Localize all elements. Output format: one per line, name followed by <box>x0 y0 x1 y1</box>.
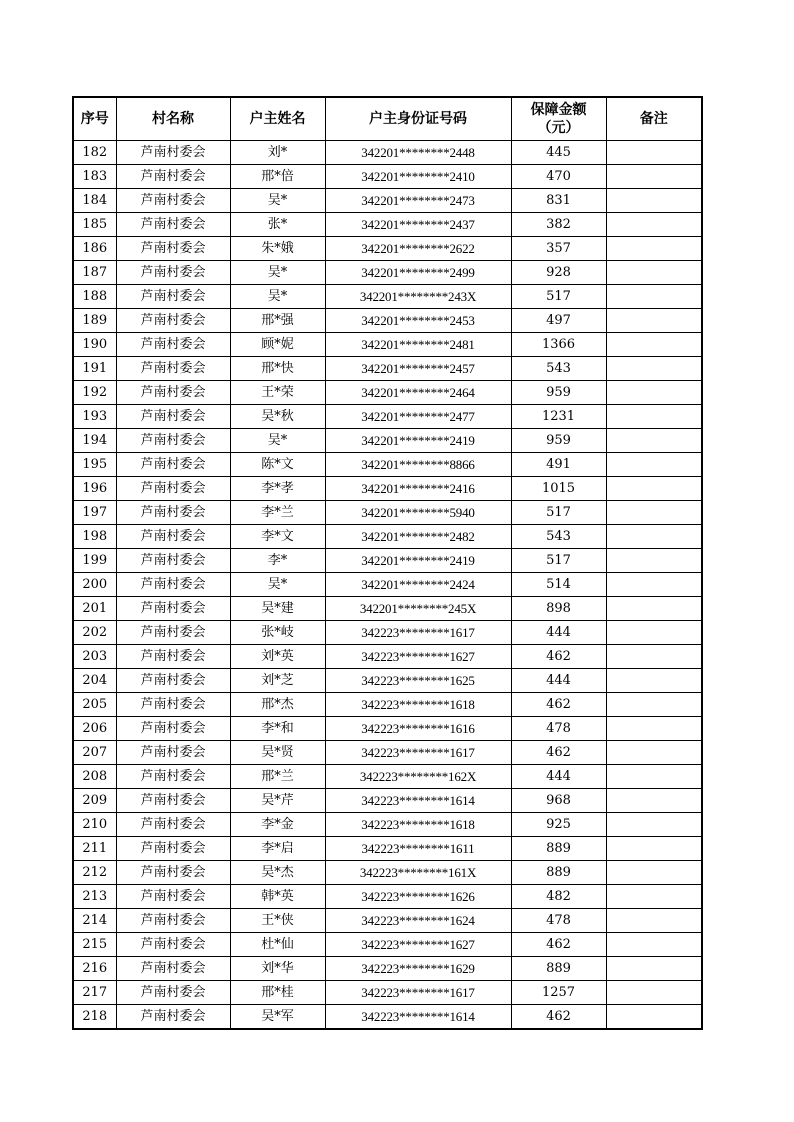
table-row <box>73 813 702 837</box>
header-id-number: 户主身份证号码 <box>325 97 511 141</box>
cell-seq: 204 <box>73 669 116 693</box>
cell-seq: 198 <box>73 525 116 549</box>
cell-amount: 478 <box>511 909 606 933</box>
cell-remarks <box>606 165 702 189</box>
cell-id-number: 342223********1617 <box>325 621 511 645</box>
cell-id-number: 342201********2457 <box>325 357 511 381</box>
cell-village: 芦南村委会 <box>116 597 230 621</box>
table-row <box>73 381 702 405</box>
table-row <box>73 693 702 717</box>
cell-amount: 478 <box>511 717 606 741</box>
cell-remarks <box>606 717 702 741</box>
cell-householder: 王*侠 <box>230 909 325 933</box>
cell-seq: 184 <box>73 189 116 213</box>
header-village: 村名称 <box>116 97 230 141</box>
cell-amount: 831 <box>511 189 606 213</box>
cell-householder: 李*金 <box>230 813 325 837</box>
cell-householder: 陈*文 <box>230 453 325 477</box>
table-row <box>73 213 702 237</box>
cell-remarks <box>606 957 702 981</box>
header-seq: 序号 <box>73 97 116 141</box>
cell-village: 芦南村委会 <box>116 789 230 813</box>
cell-seq: 186 <box>73 237 116 261</box>
cell-householder: 顾*妮 <box>230 333 325 357</box>
cell-id-number: 342201********2453 <box>325 309 511 333</box>
cell-remarks <box>606 909 702 933</box>
cell-amount: 462 <box>511 741 606 765</box>
cell-remarks <box>606 693 702 717</box>
cell-seq: 211 <box>73 837 116 861</box>
table-row <box>73 597 702 621</box>
cell-id-number: 342223********1617 <box>325 741 511 765</box>
cell-id-number: 342201********245X <box>325 597 511 621</box>
cell-remarks <box>606 981 702 1005</box>
cell-seq: 196 <box>73 477 116 501</box>
cell-id-number: 342223********161X <box>325 861 511 885</box>
cell-seq: 195 <box>73 453 116 477</box>
header-amount-line1: 保障金额 <box>530 102 587 118</box>
cell-amount: 543 <box>511 357 606 381</box>
cell-seq: 194 <box>73 429 116 453</box>
cell-amount: 898 <box>511 597 606 621</box>
cell-remarks <box>606 1005 702 1030</box>
cell-seq: 193 <box>73 405 116 429</box>
cell-id-number: 342223********162X <box>325 765 511 789</box>
cell-householder: 韩*英 <box>230 885 325 909</box>
table-row <box>73 525 702 549</box>
cell-householder: 李*启 <box>230 837 325 861</box>
cell-householder: 李*和 <box>230 717 325 741</box>
cell-village: 芦南村委会 <box>116 957 230 981</box>
cell-seq: 201 <box>73 597 116 621</box>
cell-amount: 482 <box>511 885 606 909</box>
cell-id-number: 342201********8866 <box>325 453 511 477</box>
cell-village: 芦南村委会 <box>116 501 230 525</box>
header-row <box>73 97 702 141</box>
cell-amount: 470 <box>511 165 606 189</box>
cell-seq: 188 <box>73 285 116 309</box>
cell-remarks <box>606 525 702 549</box>
cell-amount: 382 <box>511 213 606 237</box>
cell-householder: 吴* <box>230 189 325 213</box>
cell-id-number: 342201********2622 <box>325 237 511 261</box>
table-row <box>73 837 702 861</box>
cell-seq: 218 <box>73 1005 116 1030</box>
cell-amount: 462 <box>511 1005 606 1030</box>
cell-seq: 185 <box>73 213 116 237</box>
table-row <box>73 237 702 261</box>
cell-householder: 刘*华 <box>230 957 325 981</box>
cell-seq: 187 <box>73 261 116 285</box>
cell-householder: 刘*英 <box>230 645 325 669</box>
cell-householder: 邢*快 <box>230 357 325 381</box>
cell-seq: 217 <box>73 981 116 1005</box>
cell-householder: 吴*建 <box>230 597 325 621</box>
cell-village: 芦南村委会 <box>116 669 230 693</box>
table-row <box>73 981 702 1005</box>
cell-village: 芦南村委会 <box>116 885 230 909</box>
cell-village: 芦南村委会 <box>116 621 230 645</box>
cell-id-number: 342201********2482 <box>325 525 511 549</box>
cell-village: 芦南村委会 <box>116 453 230 477</box>
cell-village: 芦南村委会 <box>116 765 230 789</box>
cell-id-number: 342201********2419 <box>325 429 511 453</box>
cell-id-number: 342201********2481 <box>325 333 511 357</box>
cell-id-number: 342201********2464 <box>325 381 511 405</box>
cell-remarks <box>606 381 702 405</box>
cell-householder: 李*孝 <box>230 477 325 501</box>
cell-remarks <box>606 645 702 669</box>
cell-seq: 199 <box>73 549 116 573</box>
table-row <box>73 405 702 429</box>
cell-id-number: 342223********1627 <box>325 645 511 669</box>
header-householder: 户主姓名 <box>230 97 325 141</box>
table-row <box>73 333 702 357</box>
cell-seq: 213 <box>73 885 116 909</box>
cell-seq: 205 <box>73 693 116 717</box>
table-row <box>73 669 702 693</box>
header-amount-line2: （元） <box>537 120 580 136</box>
cell-householder: 李*兰 <box>230 501 325 525</box>
cell-id-number: 342201********5940 <box>325 501 511 525</box>
cell-remarks <box>606 189 702 213</box>
cell-amount: 928 <box>511 261 606 285</box>
cell-id-number: 342223********1624 <box>325 909 511 933</box>
cell-amount: 517 <box>511 501 606 525</box>
cell-seq: 210 <box>73 813 116 837</box>
cell-village: 芦南村委会 <box>116 741 230 765</box>
cell-remarks <box>606 453 702 477</box>
cell-amount: 517 <box>511 285 606 309</box>
cell-remarks <box>606 765 702 789</box>
cell-village: 芦南村委会 <box>116 477 230 501</box>
cell-id-number: 342223********1614 <box>325 1005 511 1030</box>
header-amount <box>511 97 606 141</box>
table-row <box>73 861 702 885</box>
cell-remarks <box>606 237 702 261</box>
cell-householder: 吴*秋 <box>230 405 325 429</box>
cell-village: 芦南村委会 <box>116 981 230 1005</box>
cell-seq: 200 <box>73 573 116 597</box>
cell-village: 芦南村委会 <box>116 1005 230 1030</box>
cell-id-number: 342201********2410 <box>325 165 511 189</box>
table-row <box>73 933 702 957</box>
cell-householder: 吴* <box>230 285 325 309</box>
subsistence-allowance-table <box>72 96 703 1030</box>
cell-amount: 444 <box>511 765 606 789</box>
table-body <box>73 141 702 1030</box>
cell-amount: 462 <box>511 645 606 669</box>
cell-householder: 王*荣 <box>230 381 325 405</box>
table-row <box>73 141 702 165</box>
cell-id-number: 342223********1629 <box>325 957 511 981</box>
cell-seq: 214 <box>73 909 116 933</box>
table-row <box>73 189 702 213</box>
cell-village: 芦南村委会 <box>116 141 230 165</box>
cell-amount: 514 <box>511 573 606 597</box>
cell-amount: 491 <box>511 453 606 477</box>
cell-remarks <box>606 141 702 165</box>
table-row <box>73 549 702 573</box>
table-row <box>73 165 702 189</box>
cell-seq: 197 <box>73 501 116 525</box>
table-row <box>73 453 702 477</box>
cell-id-number: 342201********2437 <box>325 213 511 237</box>
table-row <box>73 885 702 909</box>
cell-amount: 445 <box>511 141 606 165</box>
cell-seq: 212 <box>73 861 116 885</box>
table-row <box>73 741 702 765</box>
cell-seq: 183 <box>73 165 116 189</box>
cell-seq: 206 <box>73 717 116 741</box>
cell-seq: 191 <box>73 357 116 381</box>
cell-village: 芦南村委会 <box>116 909 230 933</box>
cell-remarks <box>606 357 702 381</box>
table-row <box>73 909 702 933</box>
cell-remarks <box>606 261 702 285</box>
cell-householder: 吴* <box>230 261 325 285</box>
cell-remarks <box>606 573 702 597</box>
table-row <box>73 501 702 525</box>
cell-seq: 215 <box>73 933 116 957</box>
cell-id-number: 342223********1626 <box>325 885 511 909</box>
cell-village: 芦南村委会 <box>116 357 230 381</box>
cell-village: 芦南村委会 <box>116 261 230 285</box>
cell-village: 芦南村委会 <box>116 933 230 957</box>
cell-remarks <box>606 429 702 453</box>
cell-id-number: 342201********2424 <box>325 573 511 597</box>
table-row <box>73 309 702 333</box>
cell-village: 芦南村委会 <box>116 693 230 717</box>
cell-remarks <box>606 813 702 837</box>
cell-householder: 邢*桂 <box>230 981 325 1005</box>
cell-householder: 刘* <box>230 141 325 165</box>
cell-village: 芦南村委会 <box>116 405 230 429</box>
cell-amount: 1257 <box>511 981 606 1005</box>
cell-village: 芦南村委会 <box>116 237 230 261</box>
cell-seq: 192 <box>73 381 116 405</box>
cell-village: 芦南村委会 <box>116 213 230 237</box>
cell-remarks <box>606 741 702 765</box>
cell-householder: 吴*军 <box>230 1005 325 1030</box>
cell-remarks <box>606 885 702 909</box>
cell-village: 芦南村委会 <box>116 717 230 741</box>
cell-village: 芦南村委会 <box>116 309 230 333</box>
cell-village: 芦南村委会 <box>116 189 230 213</box>
cell-id-number: 342223********1625 <box>325 669 511 693</box>
table-row <box>73 1005 702 1030</box>
cell-amount: 462 <box>511 693 606 717</box>
table-row <box>73 429 702 453</box>
cell-id-number: 342201********2473 <box>325 189 511 213</box>
cell-seq: 189 <box>73 309 116 333</box>
cell-id-number: 342201********2499 <box>325 261 511 285</box>
cell-amount: 357 <box>511 237 606 261</box>
cell-remarks <box>606 549 702 573</box>
cell-remarks <box>606 213 702 237</box>
cell-remarks <box>606 789 702 813</box>
cell-remarks <box>606 597 702 621</box>
cell-seq: 216 <box>73 957 116 981</box>
cell-village: 芦南村委会 <box>116 525 230 549</box>
table-row <box>73 357 702 381</box>
cell-householder: 吴* <box>230 573 325 597</box>
cell-householder: 刘*芝 <box>230 669 325 693</box>
cell-amount: 1231 <box>511 405 606 429</box>
cell-seq: 190 <box>73 333 116 357</box>
cell-remarks <box>606 669 702 693</box>
cell-seq: 209 <box>73 789 116 813</box>
cell-householder: 吴*贤 <box>230 741 325 765</box>
cell-id-number: 342201********2477 <box>325 405 511 429</box>
cell-remarks <box>606 501 702 525</box>
cell-remarks <box>606 861 702 885</box>
cell-remarks <box>606 333 702 357</box>
cell-householder: 吴*杰 <box>230 861 325 885</box>
table-row <box>73 261 702 285</box>
table-row <box>73 573 702 597</box>
cell-id-number: 342223********1618 <box>325 813 511 837</box>
cell-amount: 444 <box>511 669 606 693</box>
table-row <box>73 621 702 645</box>
cell-village: 芦南村委会 <box>116 861 230 885</box>
cell-remarks <box>606 933 702 957</box>
table-header <box>73 97 702 141</box>
cell-householder: 张*岐 <box>230 621 325 645</box>
cell-remarks <box>606 405 702 429</box>
cell-householder: 朱*娥 <box>230 237 325 261</box>
cell-householder: 吴* <box>230 429 325 453</box>
cell-id-number: 342223********1627 <box>325 933 511 957</box>
cell-amount: 517 <box>511 549 606 573</box>
cell-seq: 182 <box>73 141 116 165</box>
cell-village: 芦南村委会 <box>116 645 230 669</box>
table-row <box>73 477 702 501</box>
table-row <box>73 789 702 813</box>
cell-remarks <box>606 477 702 501</box>
table-row <box>73 765 702 789</box>
cell-householder: 邢*倍 <box>230 165 325 189</box>
header-remarks: 备注 <box>606 97 702 141</box>
cell-seq: 202 <box>73 621 116 645</box>
cell-id-number: 342223********1611 <box>325 837 511 861</box>
cell-amount: 543 <box>511 525 606 549</box>
cell-amount: 959 <box>511 381 606 405</box>
cell-amount: 444 <box>511 621 606 645</box>
cell-id-number: 342223********1616 <box>325 717 511 741</box>
cell-id-number: 342223********1618 <box>325 693 511 717</box>
cell-village: 芦南村委会 <box>116 165 230 189</box>
cell-seq: 208 <box>73 765 116 789</box>
cell-amount: 925 <box>511 813 606 837</box>
cell-remarks <box>606 309 702 333</box>
cell-remarks <box>606 285 702 309</box>
cell-householder: 李*文 <box>230 525 325 549</box>
cell-village: 芦南村委会 <box>116 837 230 861</box>
cell-householder: 吴*芹 <box>230 789 325 813</box>
cell-village: 芦南村委会 <box>116 813 230 837</box>
cell-village: 芦南村委会 <box>116 333 230 357</box>
cell-householder: 邢*强 <box>230 309 325 333</box>
cell-id-number: 342223********1617 <box>325 981 511 1005</box>
cell-amount: 889 <box>511 957 606 981</box>
table-row <box>73 717 702 741</box>
cell-amount: 959 <box>511 429 606 453</box>
cell-id-number: 342201********243X <box>325 285 511 309</box>
cell-householder: 张* <box>230 213 325 237</box>
cell-village: 芦南村委会 <box>116 573 230 597</box>
cell-amount: 968 <box>511 789 606 813</box>
table-row <box>73 957 702 981</box>
cell-village: 芦南村委会 <box>116 549 230 573</box>
cell-village: 芦南村委会 <box>116 381 230 405</box>
cell-id-number: 342201********2448 <box>325 141 511 165</box>
cell-amount: 462 <box>511 933 606 957</box>
cell-remarks <box>606 837 702 861</box>
cell-amount: 1015 <box>511 477 606 501</box>
cell-householder: 邢*杰 <box>230 693 325 717</box>
cell-householder: 邢*兰 <box>230 765 325 789</box>
cell-householder: 杜*仙 <box>230 933 325 957</box>
cell-seq: 207 <box>73 741 116 765</box>
cell-village: 芦南村委会 <box>116 285 230 309</box>
cell-amount: 889 <box>511 837 606 861</box>
cell-id-number: 342201********2419 <box>325 549 511 573</box>
cell-remarks <box>606 621 702 645</box>
table-row <box>73 645 702 669</box>
table-row <box>73 285 702 309</box>
cell-seq: 203 <box>73 645 116 669</box>
cell-amount: 889 <box>511 861 606 885</box>
cell-id-number: 342201********2416 <box>325 477 511 501</box>
cell-householder: 李* <box>230 549 325 573</box>
cell-id-number: 342223********1614 <box>325 789 511 813</box>
cell-village: 芦南村委会 <box>116 429 230 453</box>
cell-amount: 1366 <box>511 333 606 357</box>
cell-amount: 497 <box>511 309 606 333</box>
